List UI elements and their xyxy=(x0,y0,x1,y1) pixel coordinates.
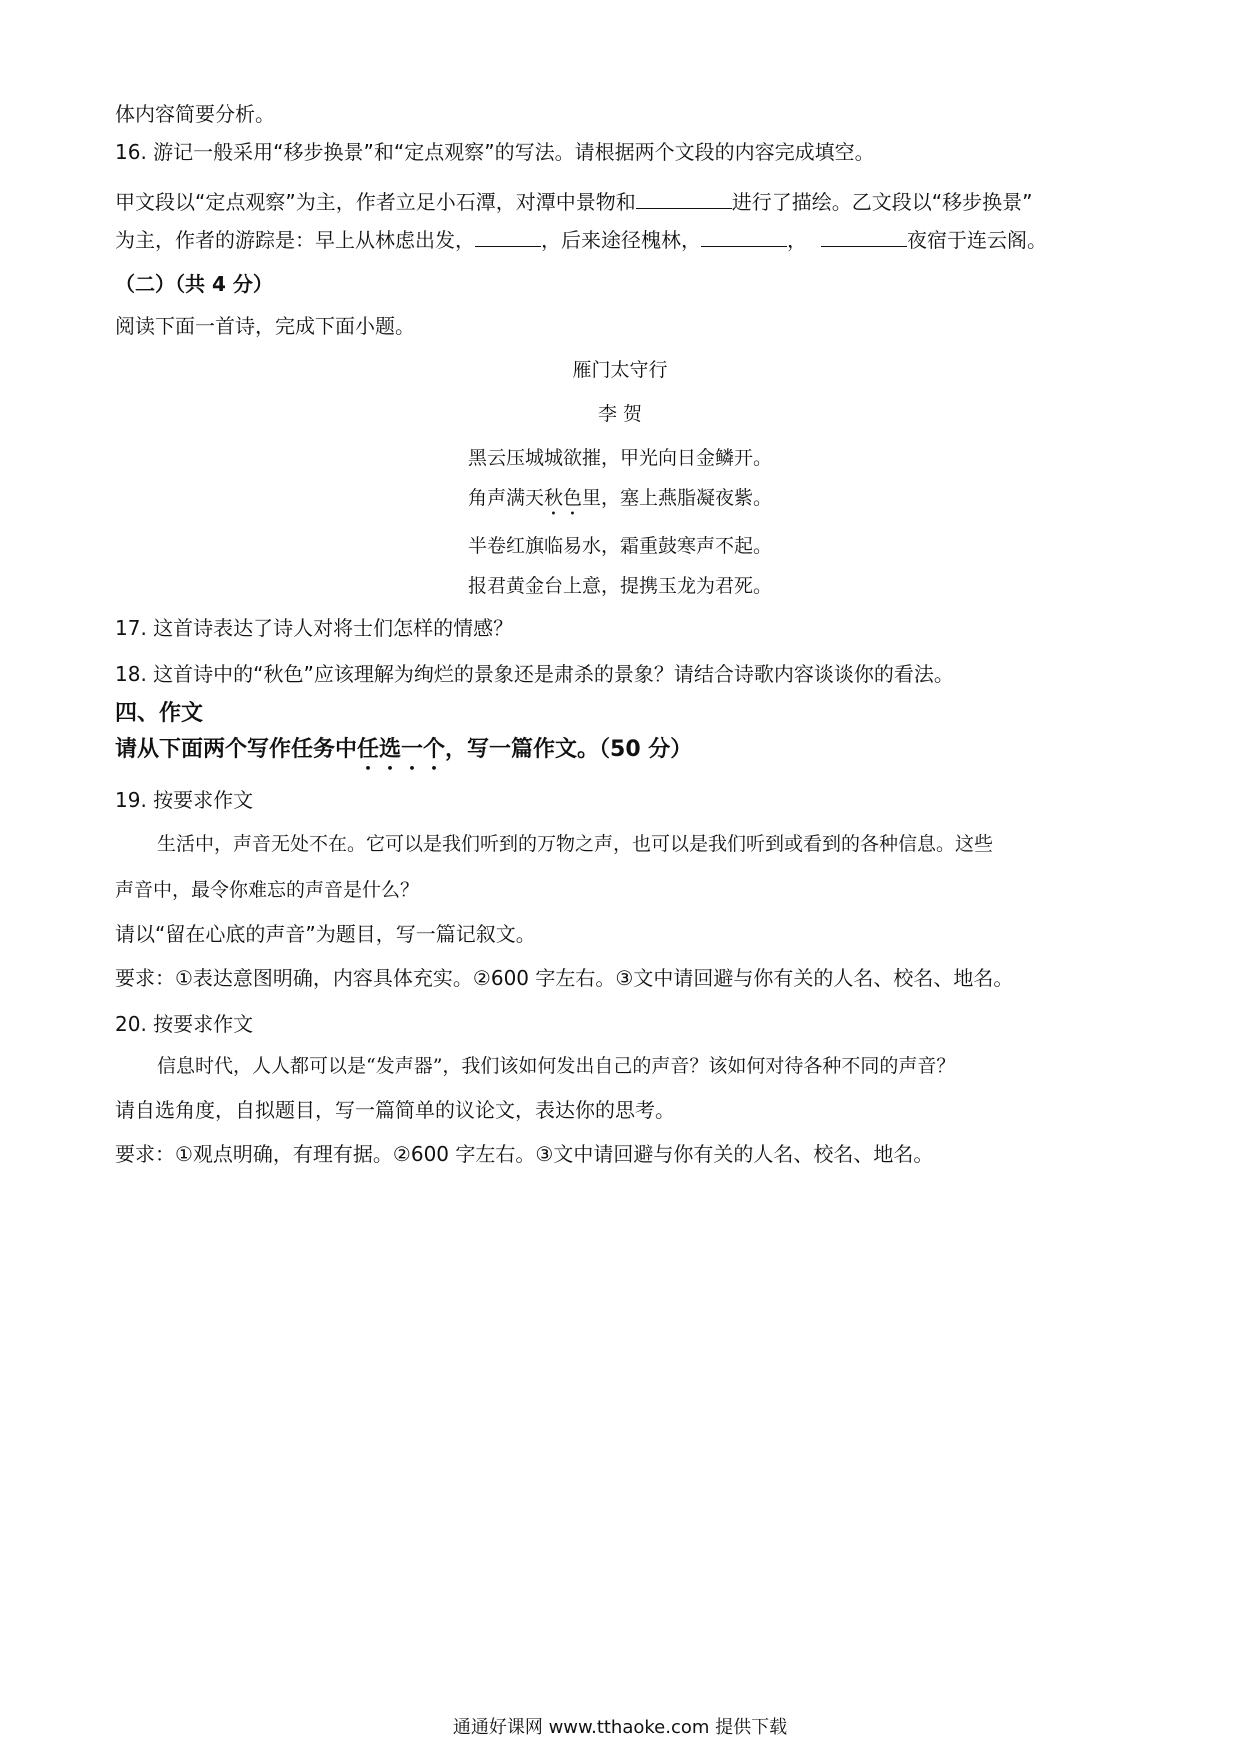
question-16-line-2 xyxy=(115,226,1047,254)
poem-line-4: 报君黄金台上意，提携玉龙为君死。 xyxy=(467,575,772,597)
answer-blank-2[interactable] xyxy=(475,228,541,247)
question-20-requirements: 要求：①观点明确，有理有据。②600 字左右。③文中请回避与你有关的人名、校名、地名。 xyxy=(115,1142,934,1166)
poem-title: 雁门太守行 xyxy=(572,359,668,381)
poem-author: 李 贺 xyxy=(597,403,643,425)
section-4-instruction: 请从下面两个写作任务中任选一个，写一篇作文。（50 分） xyxy=(115,737,693,762)
question-19-para-1: 生活中，声音无处不在。它可以是我们听到的万物之声，也可以是我们听到或看到的各种信息。这些 xyxy=(157,833,994,855)
section-2-instruction: 阅读下面一首诗，完成下面小题。 xyxy=(115,314,415,338)
q16-text-b: 进行了描绘。乙文段以“移步换景” xyxy=(731,190,1033,214)
poem-line-3: 半卷红旗临易水，霜重鼓寒声不起。 xyxy=(467,535,772,557)
poem-line-1: 黑云压城城欲摧，甲光向日金鳞开。 xyxy=(467,447,772,469)
section-2-title: （二）（共 4 分） xyxy=(115,272,273,296)
q16-text-c: 为主，作者的游踪是：早上从林虑出发， xyxy=(115,228,475,252)
question-16-prompt: 16. 游记一般采用“移步换景”和“定点观察”的写法。请根据两个文段的内容完成填空。 xyxy=(115,140,875,164)
question-20-task: 请自选角度，自拟题目，写一篇简单的议论文，表达你的思考。 xyxy=(115,1098,675,1122)
answer-blank-3[interactable] xyxy=(701,228,787,247)
q16-text-d: ，后来途径槐林， xyxy=(541,228,701,252)
question-20-title: 20. 按要求作文 xyxy=(115,1012,254,1036)
poem-line-2: 角声满天秋色里，塞上燕脂凝夜紫。 xyxy=(467,487,773,509)
q16-text-f: 夜宿于连云阁。 xyxy=(907,228,1047,252)
section-4-title: 四、作文 xyxy=(115,701,204,726)
question-20-para-1: 信息时代，人人都可以是“发声器”，我们该如何发出自己的声音？该如何对待各种不同的声音？ xyxy=(157,1055,956,1077)
q16-text-e: ， xyxy=(787,228,807,252)
q16-text-a: 甲文段以“定点观察”为主，作者立足小石潭，对潭中景物和 xyxy=(115,190,636,214)
question-19-title: 19. 按要求作文 xyxy=(115,788,254,812)
question-19-requirements: 要求：①表达意图明确，内容具体充实。②600 字左右。③文中请回避与你有关的人名、校名、地名。 xyxy=(115,966,1014,990)
continued-text: 体内容简要分析。 xyxy=(115,102,275,126)
page-footer: 通通好课网 www.tthaoke.com 提供下载 xyxy=(452,1717,788,1738)
question-16-line-1 xyxy=(115,188,1032,216)
emphasized-choose-one: 任选一个 xyxy=(357,737,446,762)
question-19-task: 请以“留在心底的声音”为题目，写一篇记叙文。 xyxy=(115,922,536,946)
question-17: 17. 这首诗表达了诗人对将士们怎样的情感？ xyxy=(115,616,514,640)
question-18: 18. 这首诗中的“秋色”应该理解为绚烂的景象还是肃杀的景象？请结合诗歌内容谈谈你的看法。 xyxy=(115,662,954,686)
question-19-para-2: 声音中，最令你难忘的声音是什么？ xyxy=(115,879,420,901)
answer-blank-4[interactable] xyxy=(821,228,907,247)
answer-blank-1[interactable] xyxy=(636,190,732,209)
emphasized-autumn: 秋色 xyxy=(543,487,582,509)
